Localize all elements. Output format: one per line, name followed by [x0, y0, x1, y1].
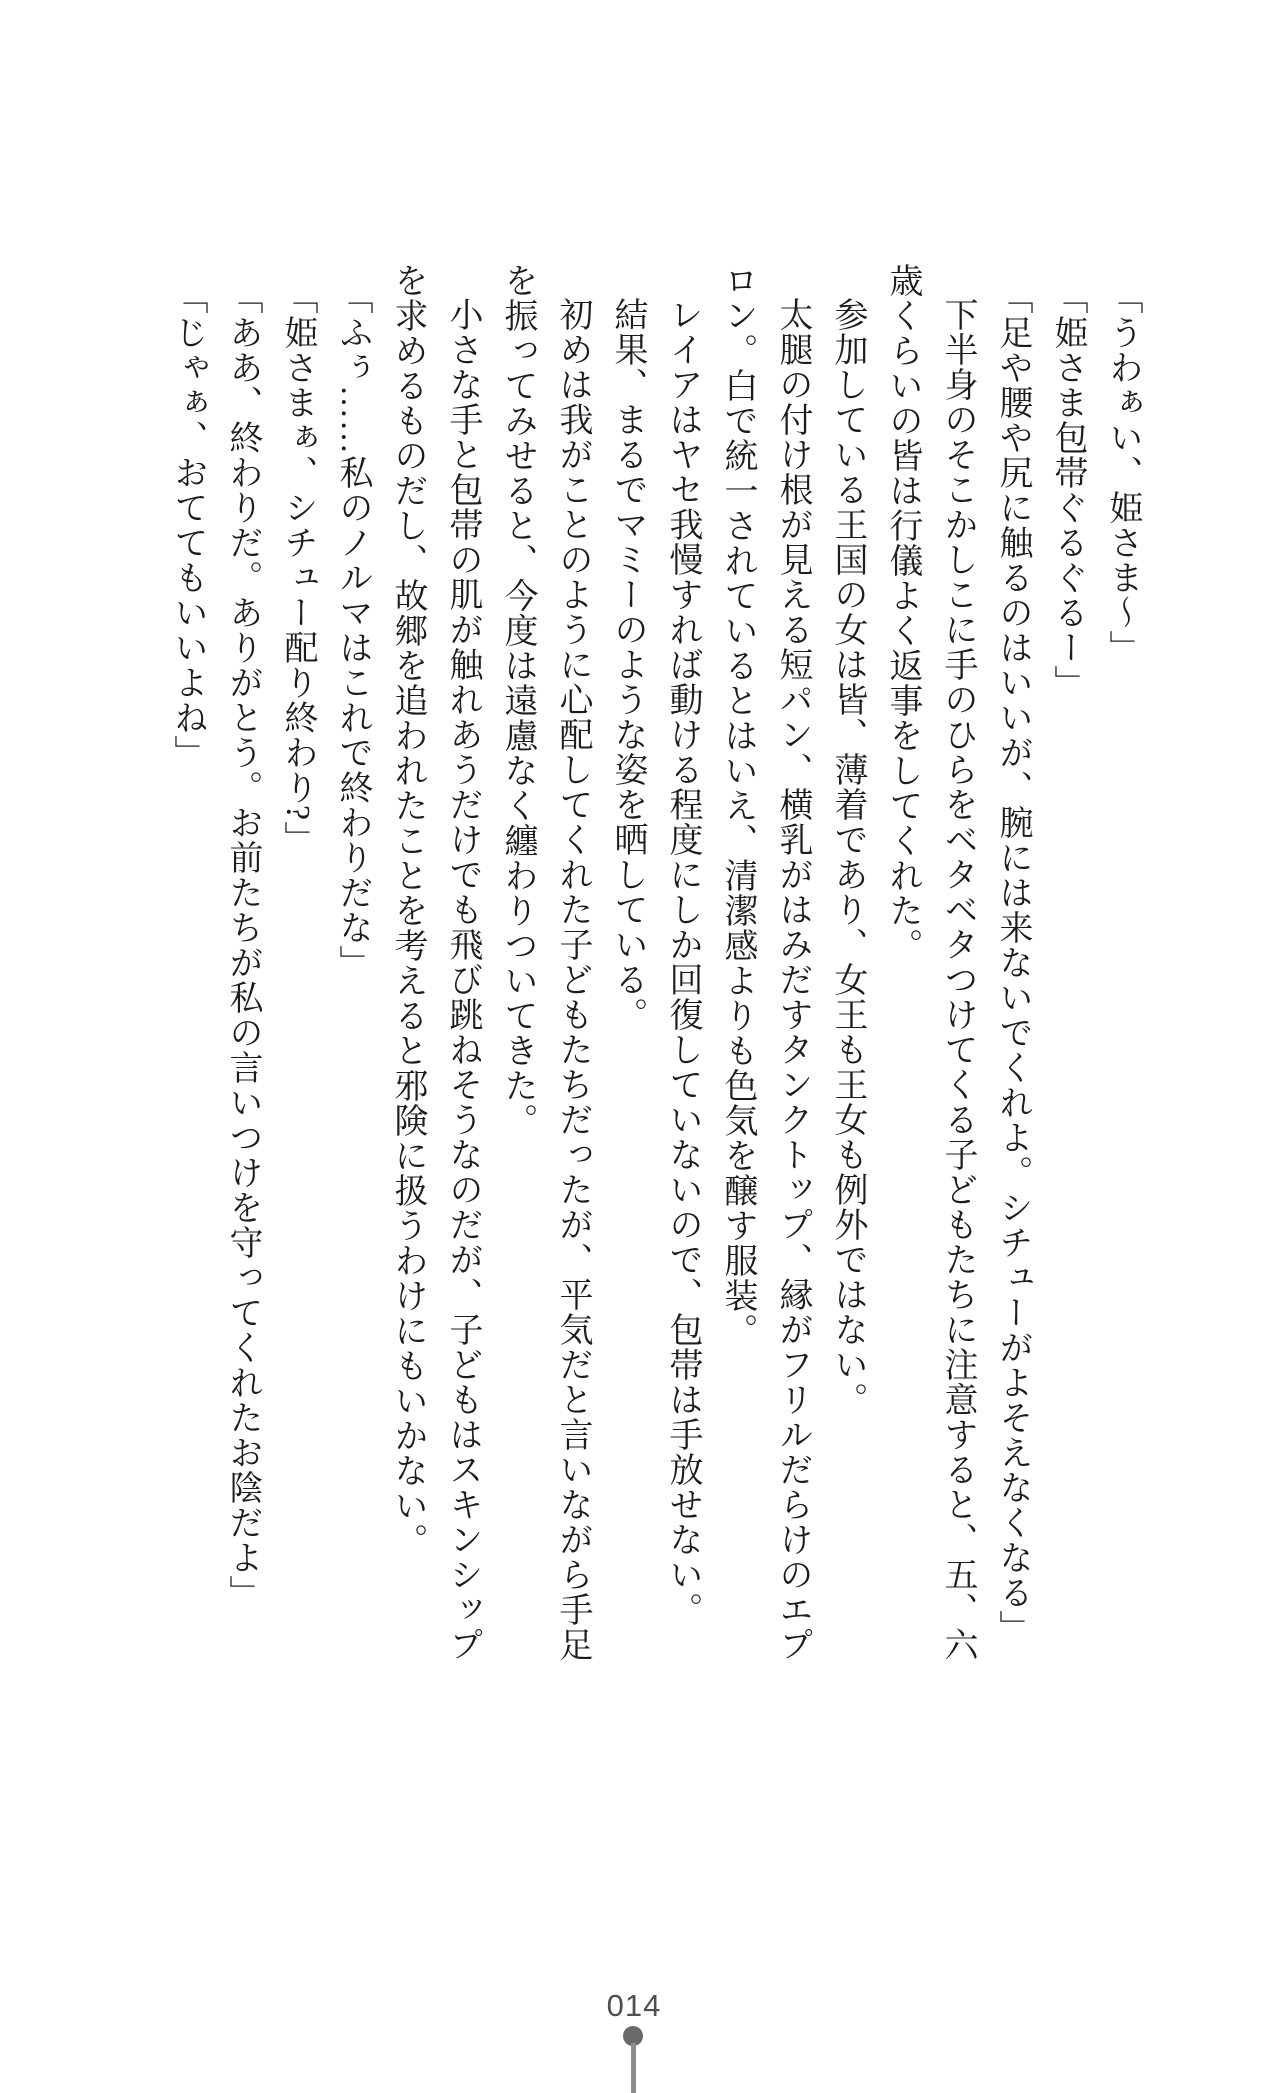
text-column: 「姫さまぁ、シチュー配り終わり?」: [279, 280, 316, 857]
text-column: レイアはヤセ我慢すれば動ける程度にしか回復していないので、包帯は手放せない。: [664, 297, 701, 1627]
text-column: ロン。白で統一されているとはいえ、清潔感よりも色気を醸す服装。: [719, 263, 756, 1348]
text-column: 初めは我がことのように心配してくれた子どもたちだったが、平気だと言いながら手足: [554, 297, 591, 1662]
text-column: 「ああ、終わりだ。ありがとう。お前たちが私の言いつけを守ってくれたお陰だよ」: [224, 280, 261, 1610]
text-column: 「姫さま包帯ぐるぐるー」: [1049, 280, 1086, 700]
text-column: 結果、まるでマミーのような姿を晒している。: [609, 297, 646, 1032]
novel-text-block: [160, 263, 1150, 1823]
text-column: 参加している王国の女は皆、薄着であり、女王も王女も例外ではない。: [829, 297, 866, 1417]
text-column: 歳くらいの皆は行儀よく返事をしてくれた。: [884, 263, 921, 963]
text-column: 「うわぁい、姫さま～」: [1104, 280, 1141, 665]
text-column: 「足や腰や尻に触るのはいいが、腕には来ないでくれよ。シチューがよそえなくなる」: [994, 280, 1031, 1645]
page-number: 014: [606, 1988, 662, 2023]
text-column: 下半身のそこかしこに手のひらをベタベタつけてくる子どもたちに注意すると、五、六: [939, 297, 976, 1662]
text-column: 「じゃぁ、おててもいいよね」: [169, 280, 206, 770]
text-column: 小さな手と包帯の肌が触れあうだけでも飛び跳ねそうなのだが、子どもはスキンシップ: [444, 297, 481, 1662]
folio-stem-line: [631, 2043, 636, 2093]
text-column: 「ふぅ……私のノルマはこれで終わりだな」: [334, 280, 371, 980]
text-column: を振ってみせると、今度は遠慮なく纏わりついてきた。: [499, 263, 536, 1138]
text-column: 太腿の付け根が見える短パン、横乳がはみだすタンクトップ、縁がフリルだらけのエプ: [774, 297, 811, 1662]
text-column: を求めるものだし、故郷を追われたことを考えると邪険に扱うわけにもいかない。: [389, 263, 426, 1558]
